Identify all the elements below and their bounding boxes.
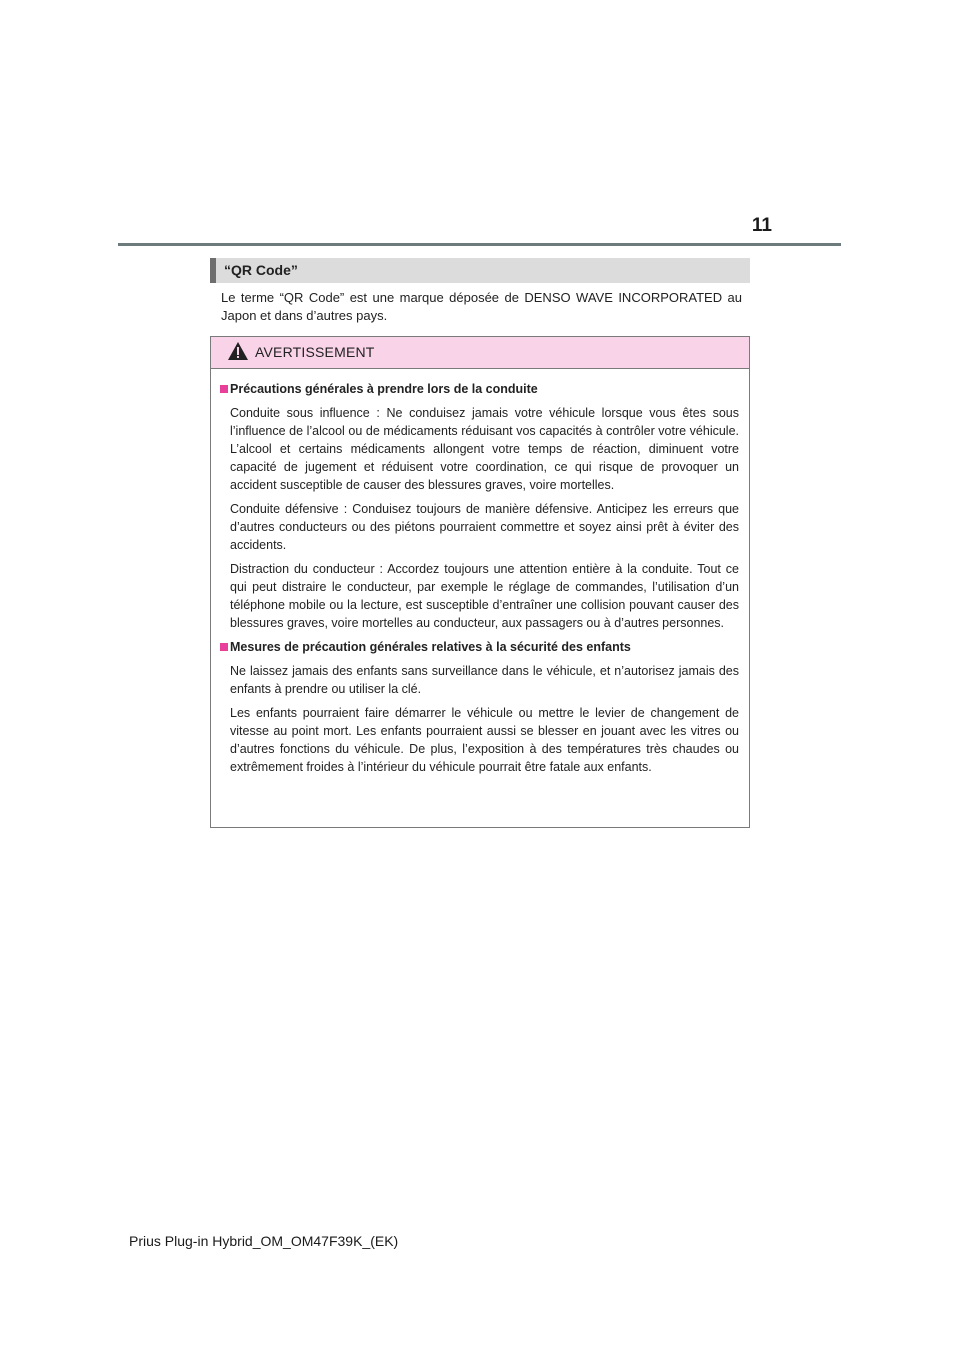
bullet-heading xyxy=(220,638,739,656)
warning-triangle-icon xyxy=(227,341,249,361)
warning-box xyxy=(210,336,750,828)
warning-title: AVERTISSEMENT xyxy=(255,344,375,360)
warning-body xyxy=(211,369,749,776)
bullet-heading xyxy=(220,380,739,398)
warning-paragraph: Conduite défensive : Conduisez toujours de manière défensive. Anticipez les erreurs que d’autres conducteurs ou des piétons pourraient commettre et soyez ainsi prêt à éviter des accidents. xyxy=(230,502,739,552)
bullet-square-icon xyxy=(220,385,228,393)
bullet-square-icon xyxy=(220,643,228,651)
section-heading xyxy=(210,258,750,283)
warning-paragraph: Ne laissez jamais des enfants sans surveillance dans le véhicule, et n’autorisez jamais des enfants à prendre ou utiliser la clé. xyxy=(230,664,739,696)
bullet-heading-text: Précautions générales à prendre lors de la conduite xyxy=(230,382,538,396)
warning-header xyxy=(211,337,749,369)
footer-document-id: Prius Plug-in Hybrid_OM_OM47F39K_(EK) xyxy=(129,1233,399,1249)
warning-paragraph: Conduite sous influence : Ne conduisez jamais votre véhicule lorsque vous êtes sous l’influence de l’alcool ou de médicaments réduisant vos capacités à contrôler votre véhicule. L’alcool et certains médicaments allongent votre temps de réaction, diminuent votre capacité de jugement et réduisent votre coordination, ce qui risque de provoquer un accident susceptible de causer des blessures graves, voire mortelles. xyxy=(230,406,739,492)
page-number: 11 xyxy=(751,215,772,236)
header-rule xyxy=(118,243,841,246)
bullet-heading-text: Mesures de précaution générales relatives à la sécurité des enfants xyxy=(230,640,631,654)
intro-paragraph: Le terme “QR Code” est une marque déposée de DENSO WAVE INCORPORATED au Japon et dans d’autres pays. xyxy=(221,290,742,323)
warning-paragraph: Distraction du conducteur : Accordez toujours une attention entière à la conduite. Tout ce qui peut distraire le conducteur, par exemple le réglage de commandes, l’utilisation d’un téléphone mobile ou la lecture, est susceptible d’entraîner une collision pouvant causer des blessures graves, voire mortelles au conducteur, aux passagers ou à d’autres personnes. xyxy=(230,562,739,630)
warning-paragraph: Les enfants pourraient faire démarrer le véhicule ou mettre le levier de changement de vitesse au point mort. Les enfants pourraient aussi se blesser en jouant avec les vitres ou d’autres fonctions du véhicule. De plus, l’exposition à des températures très chaudes ou extrêmement froides à l’intérieur du véhicule pourrait être fatale aux enfants. xyxy=(230,706,739,774)
section-title: “QR Code” xyxy=(224,262,298,278)
